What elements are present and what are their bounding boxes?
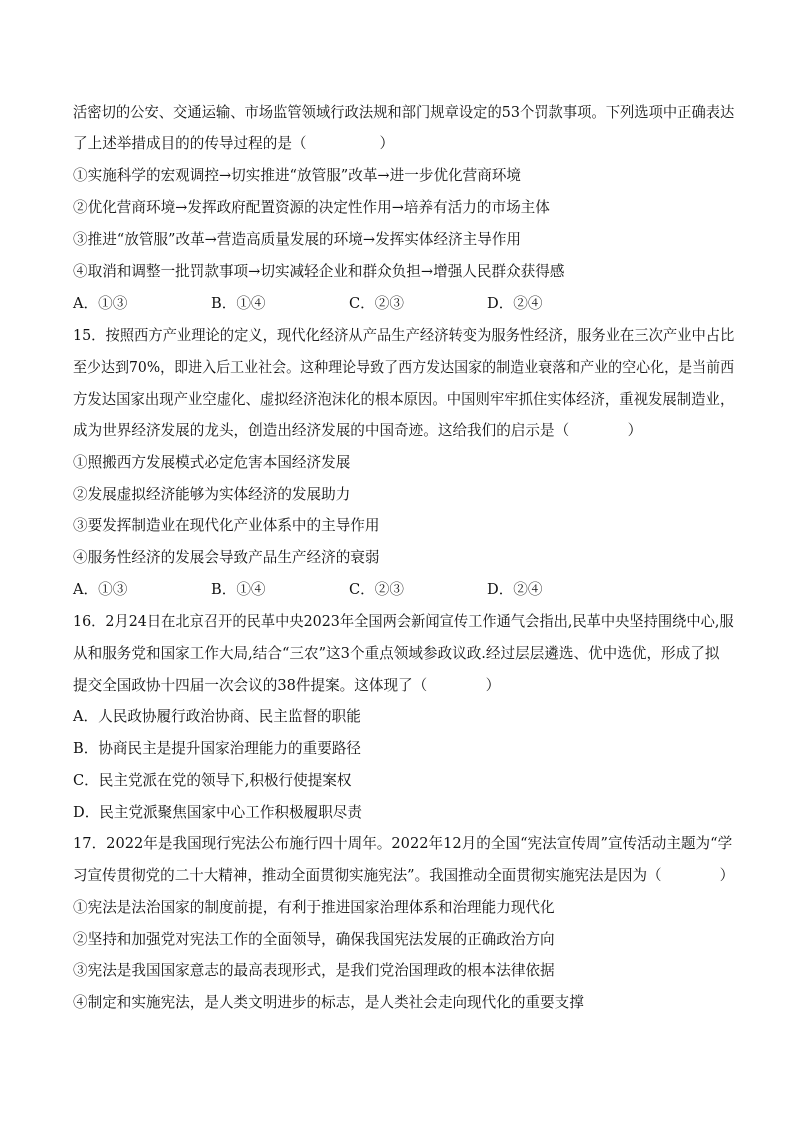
q14-item-4: ④取消和调整一批罚款事项→切实减轻企业和群众负担→增强人民群众获得感 [73,263,565,280]
q15-stem-line-4: 成为世界经济发展的龙头，创造出经济发展的中国奇迹。这给我们的启示是（ ） [73,422,643,439]
q15-item-1: ①照搬西方发展模式必定危害本国经济发展 [73,454,351,471]
q15-option-d: D．②④ [487,581,543,598]
q14-option-b: B．①④ [211,295,266,312]
q14-item-3: ③推进“放管服”改革→营造高质量发展的环境→发挥实体经济主导作用 [73,231,522,248]
q15-item-3: ③要发挥制造业在现代化产业体系中的主导作用 [73,517,380,534]
q17-stem-line-1: 17．2022年是我国现行宪法公布施行四十周年。2022年12月的全国“宪法宣传周”宣传活动主题为“学 [73,835,733,852]
q14-stem-line-1: 活密切的公安、交通运输、市场监管领域行政法规和部门规章设定的53个罚款事项。下列选项中正确表达 [73,104,735,121]
q14-item-1: ①实施科学的宏观调控→切实推进“放管服”改革→进一步优化营商环境 [73,167,522,184]
q17-stem-line-2: 习宣传贯彻党的二十大精神，推动全面贯彻实施宪法”。我国推动全面贯彻实施宪法是因为（ ） [73,867,735,884]
q15-option-b: B．①④ [211,581,266,598]
q16-choice-a: A．人民政协履行政治协商、民主监督的职能 [73,708,361,725]
q15-option-a: A．①③ [73,581,128,598]
q17-item-4: ④制定和实施宪法，是人类文明进步的标志，是人类社会走向现代化的重要支撑 [73,994,584,1011]
q15-option-c: C．②③ [349,581,404,598]
q15-options [73,581,723,599]
q16-choice-b: B．协商民主是提升国家治理能力的重要路径 [73,740,362,757]
q17-item-2: ②坚持和加强党对宪法工作的全面领导，确保我国宪法发展的正确政治方向 [73,931,555,948]
q14-item-2: ②优化营商环境→发挥政府配置资源的决定性作用→培养有活力的市场主体 [73,199,550,216]
q14-stem-line-2: 了上述举措成目的的传导过程的是（ ） [73,135,395,152]
q16-choice-d: D．民主党派聚焦国家中心工作积极履职尽责 [73,804,362,821]
q16-stem-line-1: 16．2月24日在北京召开的民革中央2023年全国两会新闻宣传工作通气会指出,民革中央坚持围绕中心,服 [73,613,734,630]
q17-item-3: ③宪法是我国国家意志的最高表现形式，是我们党治国理政的根本法律依据 [73,962,555,979]
q15-item-2: ②发展虚拟经济能够为实体经济的发展助力 [73,486,351,503]
q14-option-c: C．②③ [349,295,404,312]
q15-stem-line-3: 方发达国家出现产业空虚化、虚拟经济泡沫化的根本原因。中国则牢牢抓住实体经济，重视发展制造业， [73,391,735,408]
q17-item-1: ①宪法是法治国家的制度前提，有利于推进国家治理体系和治理能力现代化 [73,899,555,916]
q16-choice-c: C．民主党派在党的领导下,积极行使提案权 [73,772,352,789]
q16-stem-line-3: 提交全国政协十四届一次会议的38件提案。这体现了（ ） [73,677,501,694]
q14-option-d: D．②④ [487,295,543,312]
q15-stem-line-1: 15．按照西方产业理论的定义，现代化经济从产品生产经济转变为服务性经济，服务业在三次产业中占比 [73,327,735,344]
q15-stem-line-2: 至少达到70%，即进入后工业社会。这种理论导致了西方发达国家的制造业衰落和产业的空心化，是当前西 [73,359,735,376]
q16-stem-line-2: 从和服务党和国家工作大局,结合“三农”这3个重点领域参政议政.经过层层遴选、优中选优，形成了拟 [73,645,720,662]
q14-option-a: A．①③ [73,295,128,312]
q15-item-4: ④服务性经济的发展会导致产品生产经济的衰弱 [73,549,380,566]
q14-options [73,295,723,313]
